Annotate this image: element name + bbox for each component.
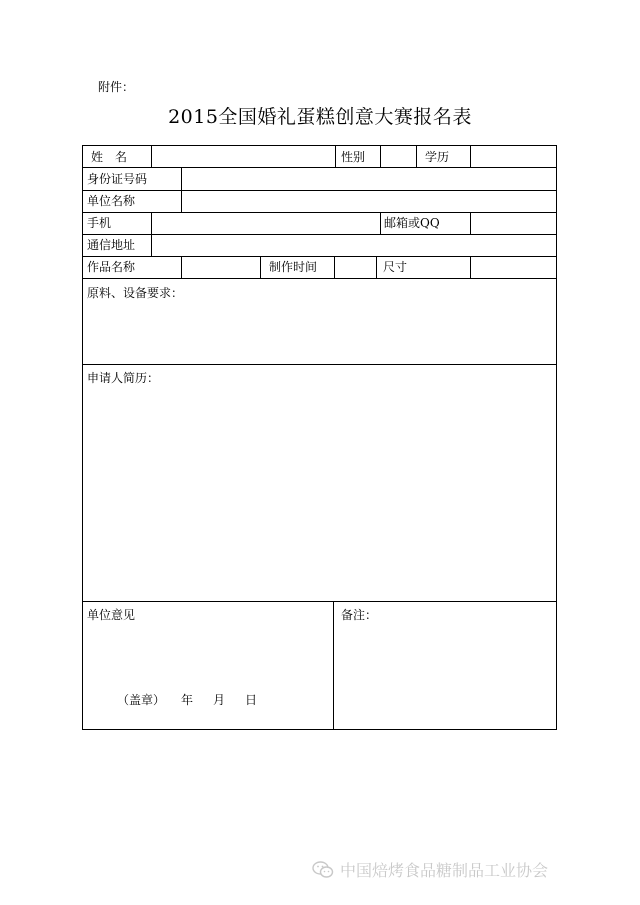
email-qq-label: 邮箱或QQ: [384, 216, 440, 230]
work-name-label: 作品名称: [87, 260, 136, 274]
address-label: 通信地址: [87, 238, 136, 252]
resume-label: 申请人简历：: [87, 371, 160, 385]
year-label: 年: [181, 693, 194, 707]
production-time-field[interactable]: [335, 257, 376, 278]
size-field[interactable]: [471, 257, 556, 278]
col-divider: [335, 146, 336, 167]
col-divider: [376, 256, 377, 278]
gender-label: 性别: [341, 150, 366, 164]
phone-label: 手机: [87, 216, 112, 230]
stamp-label: （盖章）: [117, 693, 166, 707]
wechat-icon: [312, 861, 334, 879]
materials-field[interactable]: [83, 304, 556, 364]
id-number-field[interactable]: [182, 168, 556, 190]
education-field[interactable]: [471, 146, 556, 167]
row-divider: [83, 601, 556, 602]
remarks-label: 备注：: [341, 608, 378, 622]
row-divider: [83, 278, 556, 279]
work-name-field[interactable]: [182, 257, 260, 278]
email-qq-field[interactable]: [471, 213, 556, 234]
row-divider: [83, 364, 556, 365]
employer-opinion-field[interactable]: [83, 626, 333, 686]
month-label: 月: [213, 693, 226, 707]
watermark-text: 中国焙烤食品糖制品工业协会: [340, 861, 549, 880]
employer-label: 单位名称: [87, 194, 136, 208]
resume-field[interactable]: [83, 389, 556, 601]
form-title: 2015全国婚礼蛋糕创意大赛报名表: [168, 106, 472, 128]
phone-field[interactable]: [152, 213, 380, 234]
employer-opinion-label: 单位意见: [87, 608, 136, 622]
attachment-label: 附件：: [98, 80, 135, 94]
watermark: [312, 858, 548, 881]
production-time-label: 制作时间: [269, 260, 318, 274]
remarks-field[interactable]: [334, 626, 556, 726]
col-divider: [416, 146, 417, 167]
day-label: 日: [245, 693, 258, 707]
size-label: 尺寸: [383, 260, 408, 274]
col-divider: [380, 212, 381, 234]
name-field[interactable]: [152, 146, 335, 167]
education-label: 学历: [425, 150, 450, 164]
registration-form: [82, 145, 557, 730]
employer-field[interactable]: [182, 191, 556, 212]
gender-field[interactable]: [381, 146, 416, 167]
address-field[interactable]: [152, 235, 556, 256]
materials-label: 原料、设备要求：: [87, 286, 184, 300]
id-number-label: 身份证号码: [87, 172, 148, 186]
name-label: 姓 名: [91, 150, 128, 164]
col-divider: [260, 256, 261, 278]
